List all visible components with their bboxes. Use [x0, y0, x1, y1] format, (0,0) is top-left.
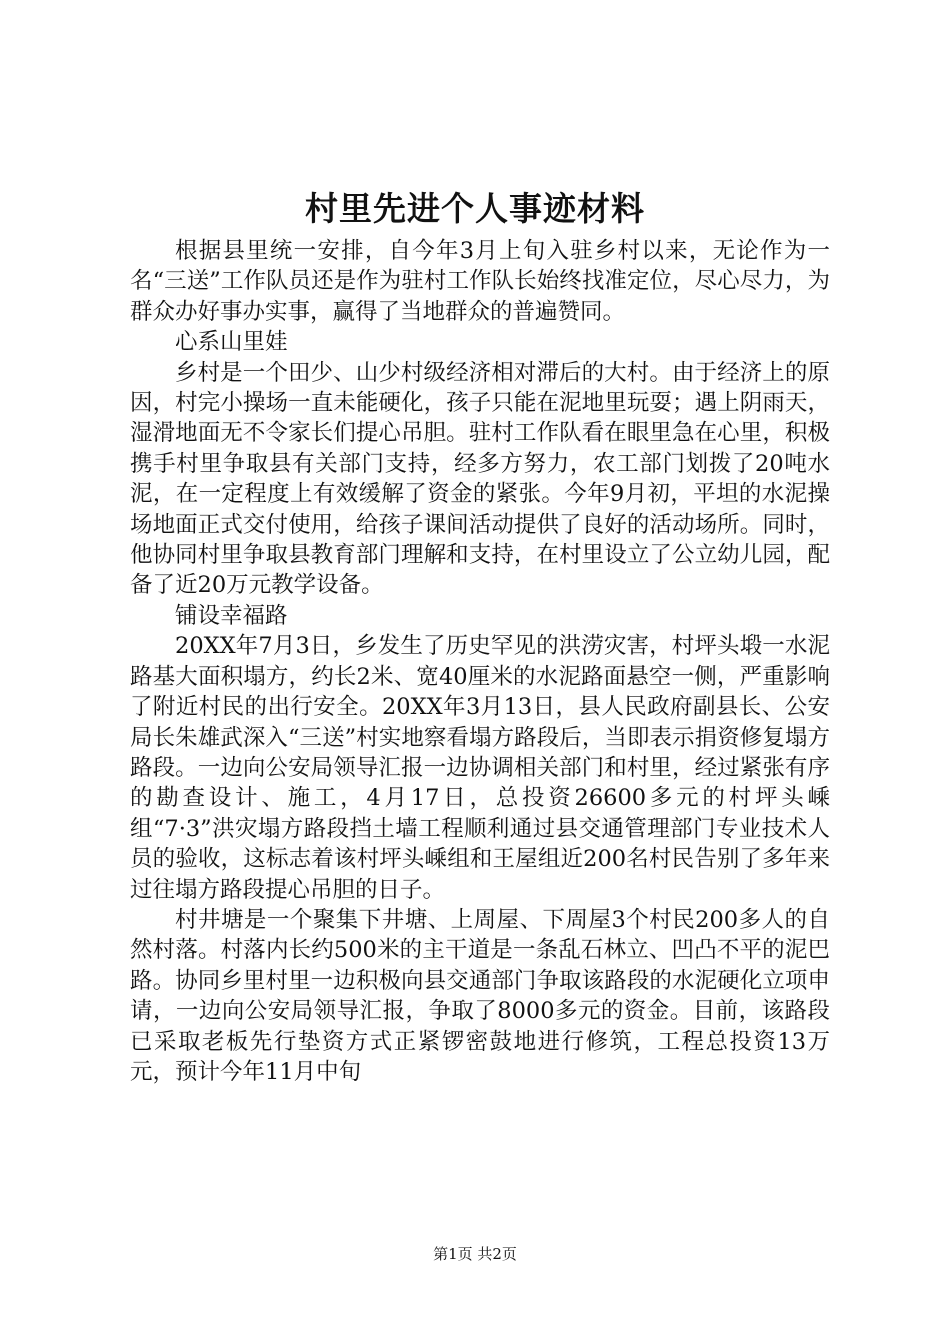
paragraph-intro: 根据县里统一安排，自今年3月上旬入驻乡村以来，无论作为一名“三送”工作队员还是作为驻村工作队长始终找准定位，尽心尽力，为群众办好事办实事，赢得了当地群众的普遍赞同。	[130, 238, 830, 325]
paragraph-playground: 乡村是一个田少、山少村级经济相对滞后的大村。由于经济上的原因，村完小操场一直未能硬化，孩子只能在泥地里玩耍；遇上阴雨天，湿滑地面无不令家长们提心吊胆。驻村工作队看在眼里急在心里，积极携手村里争取县有关部门支持，经多方努力，农工部门划拨了20吨水泥，在一定程度上有效缓解了资金的紧张。今年9月初，平坦的水泥操场地面正式交付使用，给孩子课间活动提供了良好的活动场所。同时，他协同村里争取县教育部门理解和支持，在村里设立了公立幼儿园，配备了近20万元教学设备。	[130, 359, 830, 599]
page-footer: 第1页 共2页	[433, 1245, 517, 1263]
section-heading-children: 心系山里娃	[175, 329, 288, 356]
paragraph-flood-repair: 20XX年7月3日，乡发生了历史罕见的洪涝灾害，村坪头塅一水泥路基大面积塌方，约长2米、宽40厘米的水泥路面悬空一侧，严重影响了附近村民的出行安全。20XX年3月13日，县人民政府副县长、公安局长朱雄武深入“三送”村实地察看塌方路段后，当即表示捐资修复塌方路段。一边向公安局领导汇报一边协调相关部门和村里，经过紧张有序的勘查设计、施工，4月17日，总投资26600多元的村坪头嵊组“7·3”洪灾塌方路段挡土墙工程顺利通过县交通管理部门专业技术人员的验收，这标志着该村坪头嵊组和王屋组近200名村民告别了多年来过往塌方路段提心吊胆的日子。	[130, 633, 830, 903]
paragraph-village-road: 村井塘是一个聚集下井塘、上周屋、下周屋3个村民200多人的自然村落。村落内长约500米的主干道是一条乱石林立、凹凸不平的泥巴路。协同乡里村里一边积极向县交通部门争取该路段的水泥硬化立项申请，一边向公安局领导汇报，争取了8000多元的资金。目前，该路段已采取老板先行垫资方式正紧锣密鼓地进行修筑，工程总投资13万元，预计今年11月中旬	[130, 906, 830, 1085]
document-body	[130, 236, 830, 1087]
document-title: 村里先进个人事迹材料	[305, 189, 645, 228]
section-heading-road: 铺设幸福路	[175, 602, 288, 629]
